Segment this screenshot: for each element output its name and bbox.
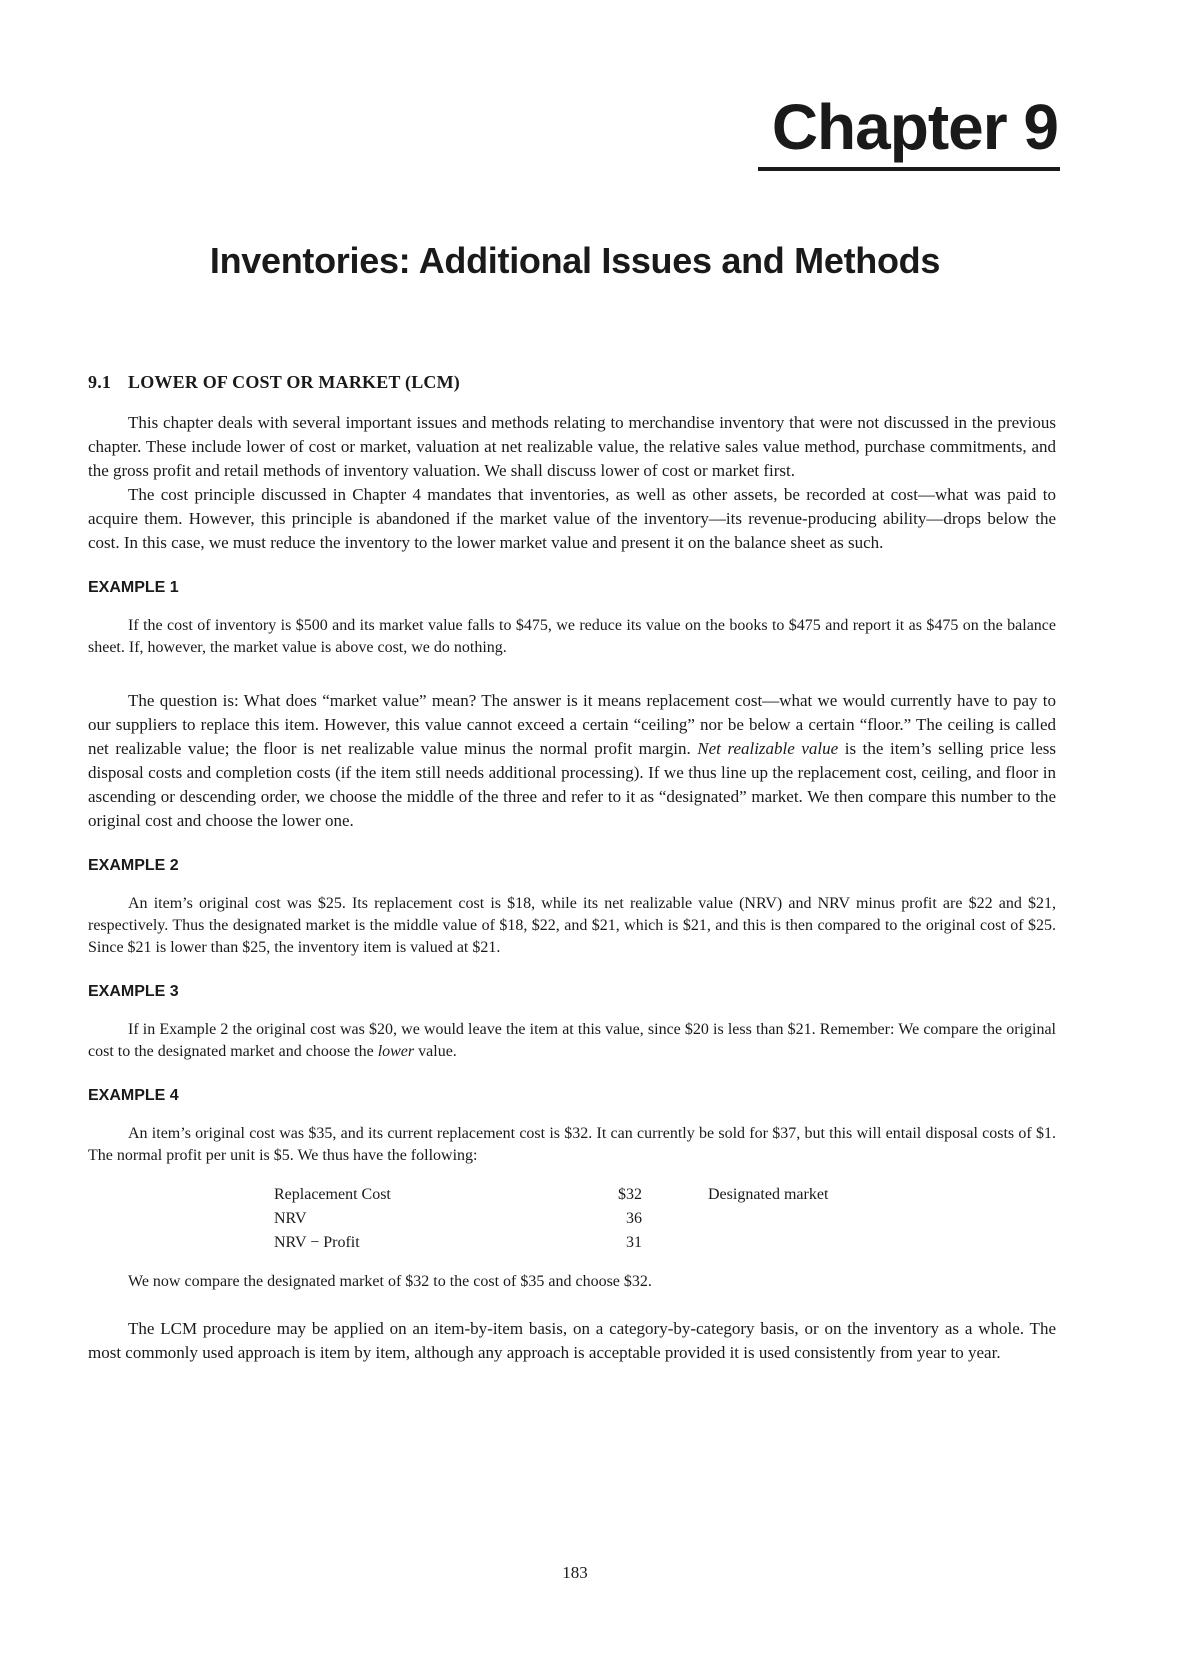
example-1-label: EXAMPLE 1: [88, 579, 179, 596]
example-3-text-a: If in Example 2 the original cost was $20, we would leave the item at this value, since $20 is less than $21. Remember: We compare the original cost to the designated market and choose the: [88, 1021, 1056, 1060]
example-3-text-b: value.: [418, 1043, 457, 1060]
market-value-text-a: The question is: What does “market value” mean? The answer is it means replacement cost—what we would currently have to pay to our suppliers to replace this item. However, this value cannot exceed a certain “ceiling” nor be below a certain “floor.” The ceiling is called net realizable value; the floor is net realizable value minus the normal profit margin.: [88, 691, 1056, 758]
example-3-emphasis: lower: [377, 1043, 415, 1060]
table-row: [274, 1207, 828, 1231]
table-cell-note: [668, 1207, 828, 1231]
table-cell-value: 36: [626, 1210, 642, 1227]
table-cell-note: Designated market: [708, 1186, 829, 1203]
example-4-label: EXAMPLE 4: [88, 1087, 179, 1104]
market-value-text-b: is the item’s selling price less disposal costs and completion costs (if the item still needs additional processing). If we thus line up the replacement cost, ceiling, and floor in ascending or descending order, we choose the middle of the three and refer to it as “designated” market. We then compare this number to the original cost and choose the lower one.: [88, 739, 1057, 830]
table-cell-label: NRV: [274, 1210, 307, 1227]
table-cell-note: [668, 1231, 828, 1255]
chapter-label: Chapter 9: [758, 95, 1060, 171]
table-cell-label: NRV − Profit: [274, 1234, 360, 1251]
paragraph-intro-1: This chapter deals with several important issues and methods relating to merchandise inventory that were not discussed in the previous chapter. These include lower of cost or market, valuation at net realizable value, the relative sales value method, purchase commitments, and the gross profit and retail methods of inventory valuation. We shall discuss lower of cost or market first.: [88, 413, 1056, 480]
page-number: 183: [562, 1563, 588, 1582]
example-4-text: An item’s original cost was $35, and its current replacement cost is $32. It can currently be sold for $37, but this will entail disposal costs of $1. The normal profit per unit is $5. We thus have the following:: [88, 1125, 1056, 1164]
paragraph-closing: The LCM procedure may be applied on an item-by-item basis, on a category-by-category basis, or on the inventory as a whole. The most commonly used approach is item by item, although any approach is acceptable provided it is used consistently from year to year.: [88, 1319, 1056, 1362]
example-4-table: [274, 1183, 828, 1255]
example-3-label: EXAMPLE 3: [88, 983, 179, 1000]
chapter-header: [758, 91, 1060, 171]
table-cell-value: $32: [618, 1186, 642, 1203]
section-number: 9.1: [88, 372, 112, 392]
table-cell-value: 31: [626, 1234, 642, 1251]
table-cell-label: Replacement Cost: [274, 1186, 391, 1203]
example-3-text: [88, 1019, 1056, 1063]
chapter-content: [88, 372, 1056, 1365]
example-2-label: EXAMPLE 2: [88, 857, 179, 874]
paragraph-intro-2: The cost principle discussed in Chapter 4 mandates that inventories, as well as other assets, be recorded at cost—what was paid to acquire them. However, this principle is abandoned if the market value of the inventory—its revenue-producing ability—drops below the cost. In this case, we must reduce the inventory to the lower market value and present it on the balance sheet as such.: [88, 485, 1056, 552]
section-heading-text: LOWER OF COST OR MARKET (LCM): [128, 372, 460, 392]
example-1-text: If the cost of inventory is $500 and its market value falls to $475, we reduce its value on the books to $475 and report it as $475 on the balance sheet. If, however, the market value is above cost, we do nothing.: [88, 617, 1056, 656]
market-value-term: Net realizable value: [697, 739, 839, 758]
chapter-title: Inventories: Additional Issues and Methods: [209, 240, 941, 281]
paragraph-market-value: [88, 689, 1056, 833]
table-row: [274, 1183, 828, 1207]
example-2-text: An item’s original cost was $25. Its replacement cost is $18, while its net realizable value (NRV) and NRV minus profit are $22 and $21, respectively. Thus the designated market is the middle value of $18, $22, and $21, which is $21, and this is then compared to the original cost of $25. Since $21 is lower than $25, the inventory item is valued at $21.: [88, 895, 1056, 956]
section-heading: [88, 372, 1056, 393]
example-4-conclusion: We now compare the designated market of $32 to the cost of $35 and choose $32.: [128, 1273, 652, 1290]
table-row: [274, 1231, 828, 1255]
